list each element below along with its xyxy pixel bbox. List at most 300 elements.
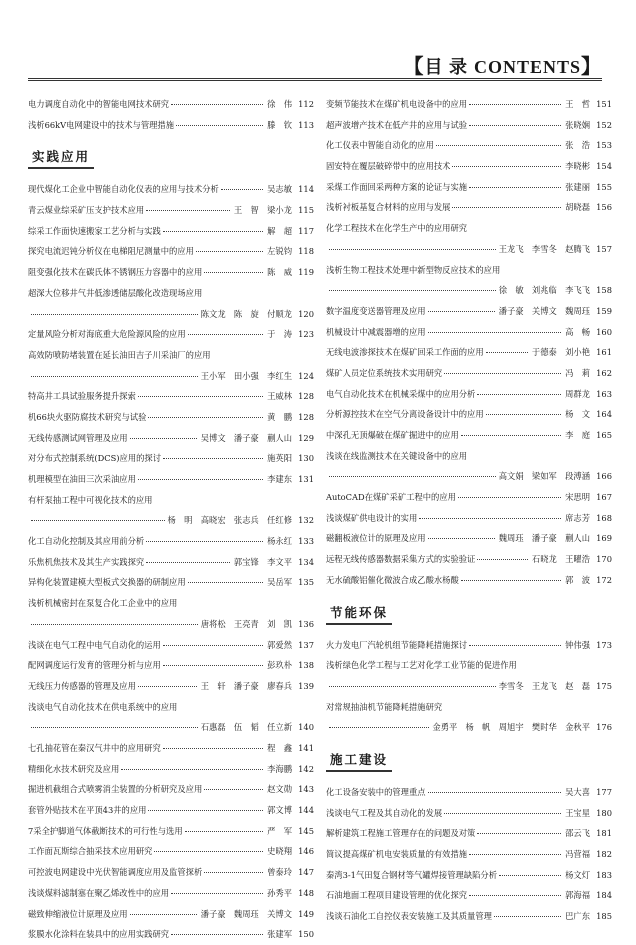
entry-title: 解析建筑工程施工管理存在的问题及对策 (326, 828, 476, 839)
entry-authors: 宋思明 (565, 492, 590, 503)
toc-entry[interactable] (326, 404, 612, 425)
entry-authors: 冯 莉 (565, 367, 590, 378)
dot-leader (163, 665, 263, 666)
entry-authors: 王 智 梁小龙 (233, 205, 292, 216)
dot-leader (138, 396, 263, 397)
entry-page: 128 (298, 391, 314, 402)
entry-authors: 钟伟强 (565, 639, 590, 650)
entry-page: 124 (298, 370, 314, 381)
entry-authors: 孙秀平 (267, 887, 292, 898)
entry-title: 配网调度运行发育的管理分析与应用 (28, 660, 161, 671)
entry-title: 七孔抽花管在秦汉气井中的应用研究 (28, 743, 161, 754)
entry-page: 170 (596, 554, 612, 565)
entry-title: 7采全护脚道气体截断技术的可行性与选用 (28, 825, 183, 836)
toc-entry[interactable] (28, 94, 314, 115)
dot-leader (138, 686, 197, 687)
entry-title: 浅析衬板基复合材料的应用与发展 (326, 202, 451, 213)
entry-page: 172 (596, 574, 612, 585)
toc-entry[interactable] (326, 508, 612, 529)
entry-title: 工作面瓦斯综合抽采技术应用研究 (28, 846, 153, 857)
entry-authors: 郭 波 (565, 574, 590, 585)
entry-authors: 徐 伟 (267, 99, 292, 109)
entry-page: 133 (298, 536, 314, 547)
toc-entry[interactable] (326, 655, 612, 696)
dot-leader (188, 334, 263, 335)
dot-leader (121, 769, 263, 770)
dot-leader (477, 394, 561, 395)
entry-title: AutoCAD在煤矿采矿工程中的应用 (326, 492, 456, 503)
entry-title: 火力发电厂汽轮机组节能降耗措施探讨 (326, 639, 468, 650)
entry-title: 可控波电网建设中光伏智能调度应用及监管探析 (28, 867, 203, 878)
entry-title: 浅析机械密封在泵复合化工企业中的应用 (28, 598, 178, 609)
entry-page: 176 (596, 722, 612, 733)
toc-entry[interactable] (326, 865, 612, 886)
dot-leader (469, 187, 561, 188)
entry-authors: 王宝星 (565, 807, 590, 818)
entry-authors: 曾泰玲 (267, 867, 292, 878)
toc-entry[interactable] (326, 487, 612, 508)
entry-authors: 高 畅 (565, 326, 590, 337)
entry-page: 155 (596, 181, 612, 192)
entry-title: 远程无线传感器数据采集方式的实验验证 (326, 554, 476, 565)
toc-entry[interactable] (28, 386, 314, 407)
toc-entry[interactable] (28, 883, 314, 904)
dot-leader (486, 352, 528, 353)
entry-authors: 李晓彬 (565, 161, 590, 172)
entry-authors: 严 军 (267, 825, 292, 836)
toc-entry[interactable] (28, 448, 314, 469)
dot-leader (419, 518, 561, 519)
dot-leader (31, 314, 198, 315)
toc-entry[interactable] (326, 803, 612, 824)
entry-title: 特高井工具试验服务提升探索 (28, 391, 136, 402)
toc-entry[interactable] (326, 384, 612, 405)
entry-page: 167 (596, 492, 612, 503)
entry-author-line (28, 510, 314, 531)
toc-entry[interactable] (28, 283, 314, 324)
toc-entry[interactable] (326, 322, 612, 343)
entry-authors: 黄 鹏 (267, 411, 292, 422)
entry-authors: 郭宝锋 李文平 (233, 556, 292, 567)
dot-leader (329, 476, 496, 477)
dot-leader (477, 833, 561, 834)
toc-entry[interactable] (326, 363, 612, 384)
toc-entry[interactable] (326, 528, 612, 549)
dot-leader (130, 914, 197, 915)
entry-page: 182 (596, 849, 612, 860)
entry-title: 变频节能技术在煤矿机电设备中的应用 (326, 99, 468, 109)
dot-leader (452, 166, 561, 167)
toc-entry[interactable] (28, 676, 314, 697)
dot-leader (458, 497, 561, 498)
entry-page: 113 (298, 119, 314, 130)
entry-page: 163 (596, 388, 612, 399)
dot-leader (428, 792, 562, 793)
entry-page: 139 (298, 680, 314, 691)
dot-leader (499, 875, 561, 876)
entry-page: 156 (596, 202, 612, 213)
dot-leader (486, 414, 561, 415)
entry-authors: 石晓龙 王曜浩 (531, 554, 590, 565)
entry-authors: 杨 文 (565, 409, 590, 420)
entry-title: 现代煤化工企业中智能自动化仪表的应用与技术分析 (28, 184, 219, 195)
entry-authors: 吴博文 潘子豪 蒯人山 (200, 432, 292, 443)
dot-leader (163, 231, 263, 232)
toc-entry[interactable] (326, 844, 612, 865)
entry-page: 142 (298, 763, 314, 774)
toc-entry[interactable] (326, 156, 612, 177)
toc-entry[interactable] (326, 635, 612, 656)
entry-page: 117 (298, 225, 314, 236)
section-label: 实践应用 (28, 145, 94, 169)
dot-leader (130, 438, 197, 439)
entry-title: 浅谈在电气工程中电气自动化的运用 (28, 639, 161, 650)
entry-title: 浅谈煤料滤制塞在聚乙烯改性中的应用 (28, 887, 170, 898)
dot-leader (204, 872, 263, 873)
entry-page: 118 (298, 246, 314, 257)
toc-entry[interactable] (28, 241, 314, 262)
entry-title: 机械设计中减震器增的应用 (326, 326, 426, 337)
entry-title: 异构化装置建模大型板式交换器的研制应用 (28, 577, 186, 588)
entry-authors: 郭海福 (565, 890, 590, 901)
toc-entry[interactable] (326, 342, 612, 363)
entry-title: 磁翻板液位计的原理及应用 (326, 533, 426, 544)
toc-entry[interactable] (28, 759, 314, 780)
entry-page: 131 (298, 474, 314, 485)
entry-title: 浅谈煤矿供电设计的实用 (326, 512, 418, 523)
entry-page: 137 (298, 639, 314, 650)
entry-authors: 陈文龙 陈 旋 付顺龙 (200, 308, 292, 319)
entry-title: 对常规抽油机节能降耗措施研究 (326, 701, 443, 712)
entry-authors: 金勇平 杨 帆 周旭宇 樊时华 金秋平 (432, 722, 590, 733)
entry-page: 168 (596, 512, 612, 523)
entry-authors: 滕 钦 (267, 119, 292, 130)
entry-authors: 王小军 田小强 李红生 (200, 370, 292, 381)
toc-entry[interactable] (326, 115, 612, 136)
dot-leader (163, 645, 263, 646)
toc-entry[interactable] (28, 924, 314, 945)
toc-entry[interactable] (28, 490, 314, 531)
dot-leader (163, 748, 263, 749)
dot-leader (146, 210, 230, 211)
entry-authors: 杨永红 (267, 536, 292, 547)
entry-page: 141 (298, 743, 314, 754)
entry-authors: 陈 威 (267, 267, 292, 278)
dot-leader (444, 373, 561, 374)
toc-entry[interactable] (28, 572, 314, 593)
entry-page: 143 (298, 784, 314, 795)
toc-entry[interactable] (326, 218, 612, 259)
dot-leader (146, 541, 263, 542)
toc-entry[interactable] (326, 197, 612, 218)
entry-authors: 周群龙 (565, 388, 590, 399)
entry-page: 144 (298, 805, 314, 816)
entry-authors: 施英阳 (267, 453, 292, 464)
toc-entry[interactable] (28, 115, 314, 136)
dot-leader (329, 249, 496, 250)
toc-entry[interactable] (28, 738, 314, 759)
entry-page: 175 (596, 680, 612, 691)
entry-authors: 张 浩 (565, 140, 590, 151)
entry-page: 150 (298, 929, 314, 940)
dot-leader (436, 145, 561, 146)
dot-leader (461, 435, 561, 436)
toc-entry[interactable] (28, 345, 314, 386)
entry-title: 磁致伸缩液位计原理及应用 (28, 908, 128, 919)
entry-author-line (326, 717, 612, 738)
entry-page: 157 (596, 243, 612, 254)
dot-leader (329, 727, 429, 728)
entry-author-line (326, 466, 612, 487)
dot-leader (477, 559, 528, 560)
entry-authors: 李海鹏 (267, 763, 292, 774)
entry-title: 简议提高煤矿机电安装质量的有效措施 (326, 849, 468, 860)
dot-leader (469, 645, 561, 646)
dot-leader (204, 789, 263, 790)
entry-page: 119 (298, 267, 314, 278)
entry-page: 147 (298, 867, 314, 878)
toc-entry[interactable] (326, 549, 612, 570)
toc-entry[interactable] (326, 94, 612, 115)
toc-entry[interactable] (326, 782, 612, 803)
entry-authors: 左锐钧 (267, 246, 292, 257)
toc-entry[interactable] (28, 841, 314, 862)
toc-entry[interactable] (326, 301, 612, 322)
entry-title: 化工自动化控制及其应用前分析 (28, 536, 145, 547)
entry-author-line (28, 614, 314, 635)
dot-leader (171, 893, 263, 894)
entry-author-line (326, 676, 612, 697)
entry-authors: 吴大喜 (565, 787, 590, 798)
entry-page: 165 (596, 430, 612, 441)
toc-entry[interactable] (28, 262, 314, 283)
toc-entry[interactable] (326, 260, 612, 301)
entry-title: 分析源控技术在空气分离设备设计中的应用 (326, 409, 484, 420)
toc-entry[interactable] (326, 570, 612, 591)
toc-entry[interactable] (28, 862, 314, 883)
entry-page: 160 (596, 326, 612, 337)
toc-entry[interactable] (28, 821, 314, 842)
entry-title: 浅谈石油化工自控仪表安装施工及其质量管理 (326, 911, 492, 922)
dot-leader (146, 562, 230, 563)
entry-title: 乐焦机焦技术及其生产实践探究 (28, 556, 145, 567)
entry-author-line (326, 239, 612, 260)
entry-author-line (326, 280, 612, 301)
entry-authors: 杨 明 高晓宏 张志兵 任红修 (167, 515, 292, 526)
entry-title: 有杆泵抽工程中可视化技术的应用 (28, 494, 153, 505)
toc-entry[interactable] (28, 800, 314, 821)
toc-entry[interactable] (326, 906, 612, 927)
entry-title: 化工设备安装中的管理重点 (326, 787, 426, 798)
entry-authors: 李雪冬 王龙飞 赵 磊 (498, 680, 590, 691)
entry-authors: 郭爱然 (267, 639, 292, 650)
dot-leader (469, 125, 561, 126)
entry-page: 138 (298, 660, 314, 671)
entry-authors: 郭文博 (267, 805, 292, 816)
toc-entry[interactable] (28, 697, 314, 738)
section-label: 节能环保 (326, 601, 392, 625)
dot-leader (185, 831, 263, 832)
entry-page: 159 (596, 305, 612, 316)
toc-entry[interactable] (28, 635, 314, 656)
entry-title: 定量风险分析对海底重大危险源风险的应用 (28, 329, 186, 340)
entry-title: 化学工程技术在化学生产中的应用研究 (326, 223, 468, 234)
entry-title: 石油地面工程项目建设管理的优化探究 (326, 890, 468, 901)
header-bracket-left: 【 (403, 56, 425, 78)
entry-page: 162 (596, 367, 612, 378)
toc-entry[interactable] (28, 531, 314, 552)
dot-leader (329, 686, 496, 687)
entry-authors: 胡晓磊 (565, 202, 590, 213)
entry-authors: 彭玖朴 (267, 660, 292, 671)
entry-authors: 吴岳军 (267, 577, 292, 588)
entry-title: 电力调度自动化中的智能电网技术研究 (28, 99, 170, 109)
entry-title: 浅析生物工程技术处理中新型物反应技术的应用 (326, 264, 501, 275)
dot-leader (469, 854, 561, 855)
entry-title: 机66块火驱防腐技术研究与试验 (28, 411, 147, 422)
entry-page: 148 (298, 887, 314, 898)
entry-authors: 魏周珏 潘子豪 蒯人山 (498, 533, 590, 544)
entry-authors: 王威林 (267, 391, 292, 402)
toc-entry[interactable] (28, 428, 314, 449)
entry-page: 183 (596, 869, 612, 880)
entry-page: 185 (596, 911, 612, 922)
entry-page: 169 (596, 533, 612, 544)
entry-title: 精细化水技术研究及应用 (28, 763, 120, 774)
entry-title: 浅析绿色化学工程与工艺对化学工业节能的促进作用 (326, 660, 517, 671)
dot-leader (31, 624, 198, 625)
toc-entry[interactable] (326, 446, 612, 487)
dot-leader (204, 272, 263, 273)
toc-entry[interactable] (28, 324, 314, 345)
entry-title: 浆膜水化涂料在装具中的应用实践研究 (28, 929, 170, 940)
entry-authors: 潘子豪 关博文 魏周珏 (498, 305, 590, 316)
entry-page: 151 (596, 99, 612, 109)
entry-page: 135 (298, 577, 314, 588)
entry-title: 采煤工作面回采两种方案的论证与实施 (326, 181, 468, 192)
toc-entry[interactable] (326, 697, 612, 738)
dot-leader (494, 916, 561, 917)
header-title-en: CONTENTS (473, 57, 581, 77)
entry-page: 181 (596, 828, 612, 839)
entry-authors: 张晓娴 (565, 119, 590, 130)
toc-entry[interactable] (28, 200, 314, 221)
entry-authors: 唐将松 王亮青 刘 凯 (200, 618, 292, 629)
entry-page: 146 (298, 846, 314, 857)
toc-entry[interactable] (28, 407, 314, 428)
entry-title: 阻变强化技术在碳氏体不锈钢压力容器中的应用 (28, 267, 203, 278)
entry-page: 123 (298, 329, 314, 340)
entry-page: 166 (596, 471, 612, 482)
toc-entry[interactable] (326, 177, 612, 198)
dot-leader (196, 251, 263, 252)
entry-title: 探究电流迟钝分析仪在电梯阻尼测量中的应用 (28, 246, 194, 257)
entry-page: 145 (298, 825, 314, 836)
entry-page: 177 (596, 787, 612, 798)
entry-authors: 吴志敏 (267, 184, 292, 195)
entry-authors: 于 涛 (267, 329, 292, 340)
dot-leader (31, 520, 165, 521)
entry-author-line (28, 366, 314, 387)
entry-page: 164 (596, 409, 612, 420)
entry-authors: 杨文灯 (565, 869, 590, 880)
entry-page: 153 (596, 140, 612, 151)
entry-page: 161 (596, 347, 612, 358)
entry-title: 电气自动化技术在机械采煤中的应用分析 (326, 388, 476, 399)
entry-title: 固安特在覆层破碎带中的应用技术 (326, 161, 451, 172)
dot-leader (171, 104, 263, 105)
entry-authors: 张建丽 (565, 181, 590, 192)
entry-page: 173 (596, 639, 612, 650)
entry-authors: 高文娟 梁如军 段溥涵 (498, 471, 590, 482)
entry-title: 青云煤业综采矿压支护技术应用 (28, 205, 145, 216)
toc-entry[interactable] (28, 593, 314, 634)
entry-page: 114 (298, 184, 314, 195)
toc-header (403, 50, 602, 79)
entry-title: 掘进机截组合式喷雾消尘装置的分析研究及应用 (28, 784, 203, 795)
entry-title: 秦湾3-1气田复合钢材等气罐焊接管理缺陷分析 (326, 869, 498, 880)
entry-page: 154 (596, 161, 612, 172)
entry-authors: 王 哲 (565, 99, 590, 109)
section-label: 施工建设 (326, 748, 392, 772)
toc-entry[interactable] (28, 655, 314, 676)
toc-entry[interactable] (326, 135, 612, 156)
entry-authors: 解 超 (267, 225, 292, 236)
entry-authors: 巴广东 (565, 911, 590, 922)
dot-leader (469, 104, 561, 105)
entry-author-line (28, 304, 314, 325)
toc-entry[interactable] (28, 904, 314, 925)
entry-title: 数字温度变送器管理及应用 (326, 305, 426, 316)
toc-entry[interactable] (28, 779, 314, 800)
entry-authors: 王 轩 潘子豪 廖春兵 (200, 680, 292, 691)
toc-entry[interactable] (326, 823, 612, 844)
entry-title: 高效防喷防堵装置在延长油田吉子川采油厂的应用 (28, 349, 211, 360)
header-bracket-right: 】 (581, 56, 602, 78)
dot-leader (31, 727, 198, 728)
entry-page: 129 (298, 432, 314, 443)
entry-authors: 史晓翔 (267, 846, 292, 857)
entry-page: 180 (596, 807, 612, 818)
entry-title: 综采工作面快速搬家工艺分析与实践 (28, 225, 161, 236)
dot-leader (452, 207, 561, 208)
section-heading (326, 591, 612, 635)
toc-entry[interactable] (326, 885, 612, 906)
toc-entry[interactable] (28, 552, 314, 573)
dot-leader (469, 895, 561, 896)
entry-authors: 冯营福 (565, 849, 590, 860)
entry-page: 134 (298, 556, 314, 567)
section-heading (326, 738, 612, 782)
dot-leader (329, 290, 496, 291)
dot-leader (188, 582, 263, 583)
toc-entry[interactable] (28, 221, 314, 242)
entry-page: 149 (298, 908, 314, 919)
section-heading (28, 135, 314, 179)
dot-leader (148, 417, 263, 418)
entry-title: 无线传感测试网管理及应用 (28, 432, 128, 443)
entry-title: 浅谈在线监测技术在关键设备中的应用 (326, 450, 468, 461)
toc-entry[interactable] (28, 179, 314, 200)
entry-authors: 程 鑫 (267, 743, 292, 754)
entry-title: 浅谈电气自动化技术在供电系统中的应用 (28, 701, 178, 712)
toc-entry[interactable] (28, 469, 314, 490)
dot-leader (428, 332, 562, 333)
toc-entry[interactable] (326, 425, 612, 446)
entry-page: 130 (298, 453, 314, 464)
entry-title: 浅析66kV电网建设中的技术与管理措施 (28, 119, 175, 130)
entry-page: 140 (298, 722, 314, 733)
